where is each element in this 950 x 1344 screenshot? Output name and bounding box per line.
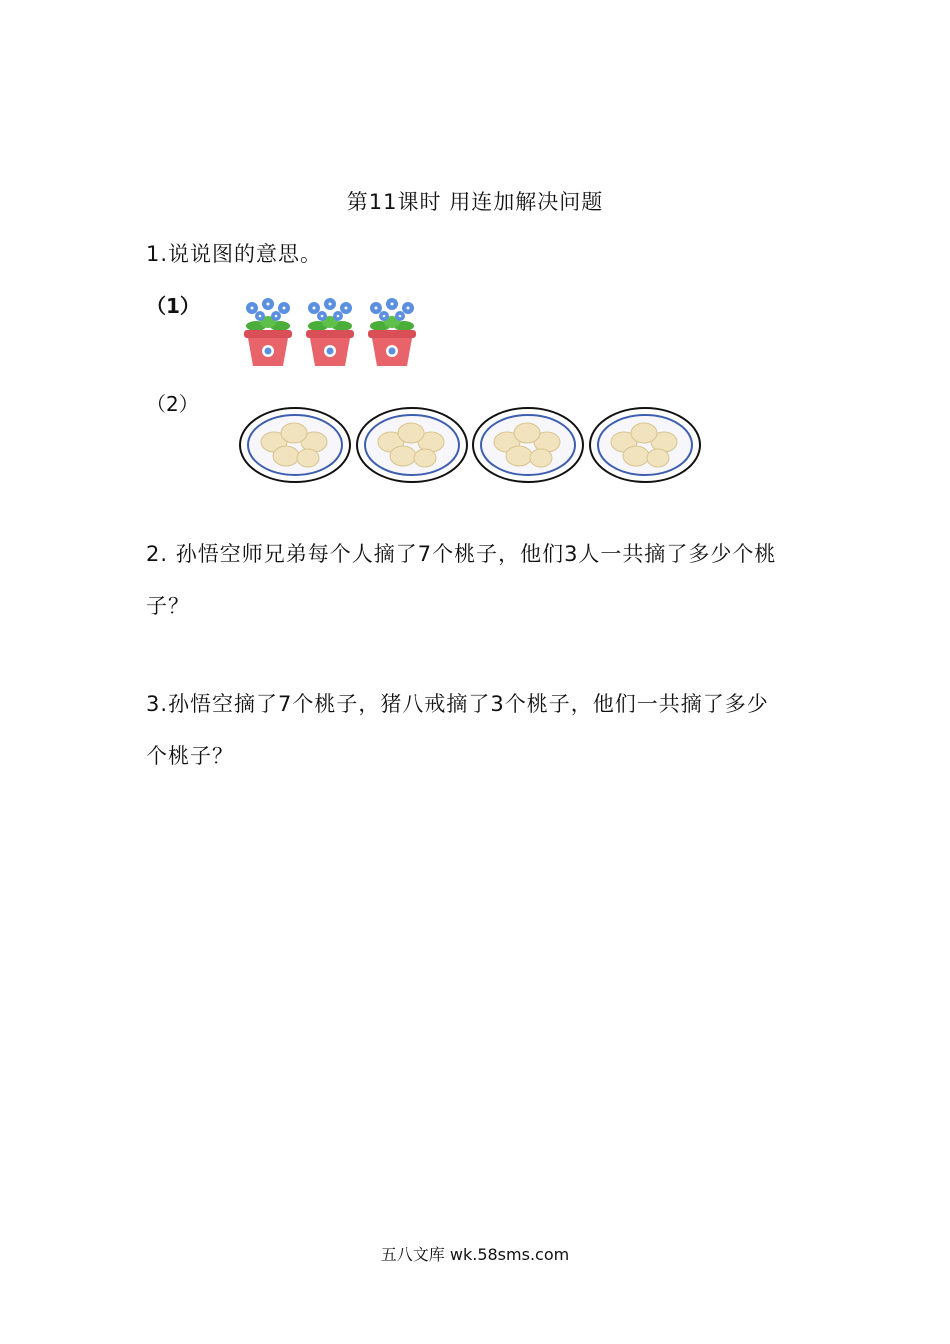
- question-2-line-2: 子？: [146, 594, 190, 618]
- steamed-bun-plate-icon: [588, 406, 702, 484]
- footer-watermark: 五八文库 wk.58sms.com: [380, 1245, 570, 1264]
- steamed-bun-plate-icon: [471, 406, 585, 484]
- steamed-bun-plate-icon: [238, 406, 352, 484]
- question-3-line-1: 3.孙悟空摘了7个桃子，猪八戒摘了3个桃子，他们一共摘了多少: [146, 692, 769, 716]
- flower-pot-icon: [362, 296, 422, 368]
- question-1-part-2-label: （2）: [146, 392, 199, 416]
- question-2-line-1: 2. 孙悟空师兄弟每个人摘了7个桃子，他们3人一共摘了多少个桃: [146, 542, 777, 566]
- question-3-line-2: 个桃子？: [146, 744, 234, 768]
- question-1-part-1-label: （1）: [146, 294, 200, 318]
- question-1-text: 1.说说图的意思。: [146, 242, 323, 266]
- steamed-bun-plate-icon: [355, 406, 469, 484]
- page-title: 第11课时 用连加解决问题: [346, 190, 604, 214]
- flower-pot-icon: [238, 296, 298, 368]
- flower-pot-icon: [300, 296, 360, 368]
